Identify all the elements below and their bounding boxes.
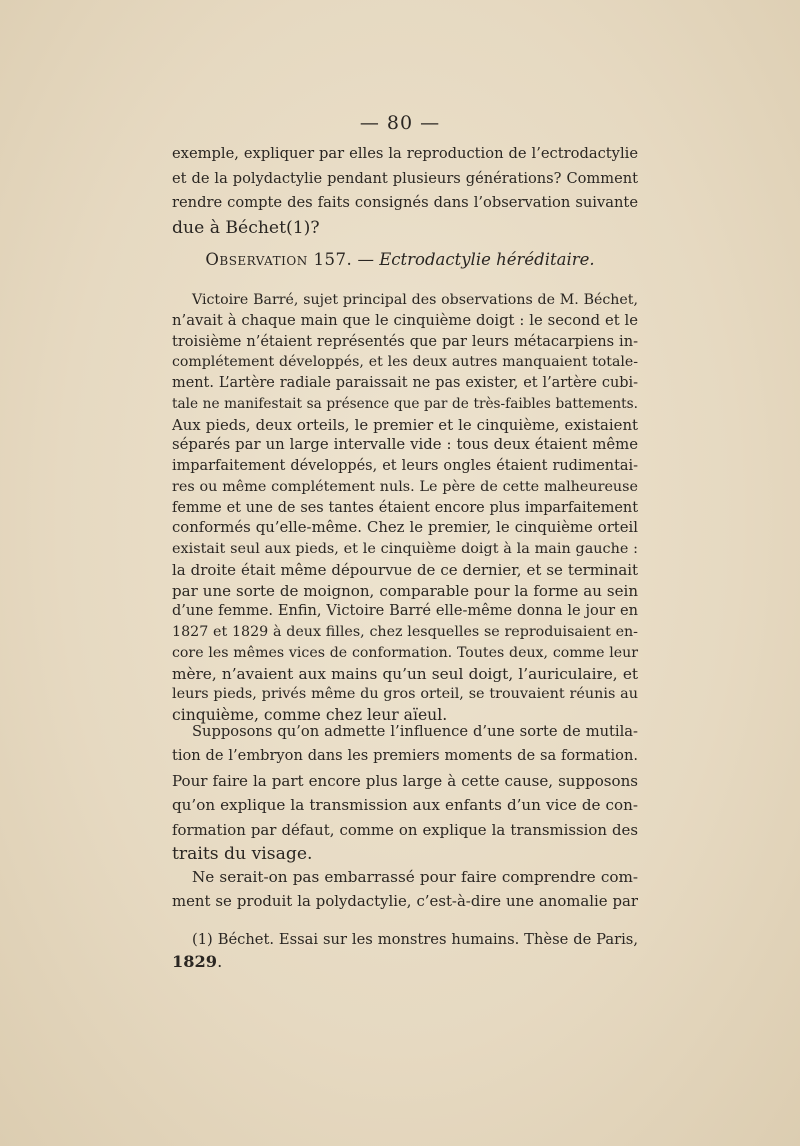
text-line: Pour faire la part encore plus large à cette cause, supposons bbox=[172, 771, 638, 790]
text-line: femme et une de ses tantes étaient encore plus imparfaitement bbox=[172, 499, 638, 516]
text-line: cinquième, comme chez leur aïeul. bbox=[172, 706, 448, 724]
text-line: traits du visage. bbox=[172, 844, 313, 865]
footnote-year: 1829 bbox=[172, 952, 218, 971]
text-line: Ne serait-on pas embarrassé pour faire comprendre com- bbox=[192, 868, 638, 886]
text-line: Victoire Barré, sujet principal des observations de M. Béchet, bbox=[192, 292, 638, 308]
text-line: tale ne manifestait sa présence que par de très-faibles battements. bbox=[172, 395, 638, 412]
text-line: complétement développés, et les deux autres manquaient totale- bbox=[172, 354, 638, 371]
text-line: Aux pieds, deux orteils, le premier et le cinquième, existaient bbox=[172, 415, 638, 434]
paragraph-supposons bbox=[172, 720, 638, 866]
text-line: la droite était même dépourvue de ce dernier, et se terminait bbox=[172, 560, 638, 579]
page-number: — 80 — bbox=[359, 112, 441, 134]
text-line: core les mêmes vices de conformation. Toutes deux, comme leur bbox=[172, 644, 638, 661]
text-line: qu’on explique la transmission aux enfants d’un vice de con- bbox=[172, 796, 638, 815]
paragraph-intro bbox=[172, 142, 638, 240]
text-line: et de la polydactylie pendant plusieurs générations? Comment bbox=[172, 169, 638, 187]
text-line: par une sorte de moignon, comparable pour la forme au sein bbox=[172, 581, 638, 600]
observation-body bbox=[172, 290, 638, 726]
observation-title: Ectrodactylie héréditaire. bbox=[379, 250, 595, 269]
footnote-line: (1) Béchet. Essai sur les monstres humains. Thèse de Paris, bbox=[192, 931, 638, 948]
text-line: existait seul aux pieds, et le cinquième doigt à la main gauche : bbox=[172, 541, 638, 557]
text-line: Supposons qu’on admette l’influence d’une sorte de mutila- bbox=[192, 723, 638, 740]
text-line: tion de l’embryon dans les premiers moments de sa formation. bbox=[172, 747, 638, 765]
text-line: troisième n’étaient représentés que par leurs métacarpiens in- bbox=[172, 332, 638, 350]
text-line: res ou même complétement nuls. Le père de cette malheureuse bbox=[172, 478, 638, 495]
text-line: d’une femme. Enfin, Victoire Barré elle-même donna le jour en bbox=[172, 602, 638, 620]
observation-heading bbox=[0, 250, 800, 269]
text-line: exemple, expliquer par elles la reproduction de l’ectrodactylie bbox=[172, 145, 638, 162]
text-line: imparfaitement développés, et leurs ongles étaient rudimentai- bbox=[172, 458, 638, 474]
text-line: rendre compte des faits consignés dans l’observation suivante bbox=[172, 194, 638, 211]
footnote bbox=[172, 929, 638, 973]
text-line: formation par défaut, comme on explique la transmission des bbox=[172, 820, 638, 839]
observation-label: Observation 157. bbox=[205, 250, 353, 269]
text-line: ment se produit la polydactylie, c’est-à-dire une anomalie par bbox=[172, 892, 638, 911]
text-line: mère, n’avaient aux mains qu’un seul doigt, l’auriculaire, et bbox=[172, 664, 638, 683]
paragraph-polydactylie bbox=[172, 865, 638, 914]
text-line: leurs pieds, privés même du gros orteil, se trouvaient réunis au bbox=[172, 686, 638, 703]
text-line: conformés qu’elle-même. Chez le premier, le cinquième orteil bbox=[172, 519, 638, 537]
footnote-year-line bbox=[172, 951, 638, 973]
observation-dash: — bbox=[352, 250, 380, 269]
text-line: ment. L’artère radiale paraissait ne pas exister, et l’artère cubi- bbox=[172, 375, 638, 391]
footnote-period: . bbox=[217, 952, 223, 971]
text-line: séparés par un large intervalle vide : tous deux étaient même bbox=[172, 436, 638, 454]
text-line: 1827 et 1829 à deux filles, chez lesquelles se reproduisaient en- bbox=[172, 624, 638, 640]
text-line: n’avait à chaque main que le cinquième doigt : le second et le bbox=[172, 311, 638, 329]
text-line: due à Béchet(1)? bbox=[172, 217, 320, 238]
